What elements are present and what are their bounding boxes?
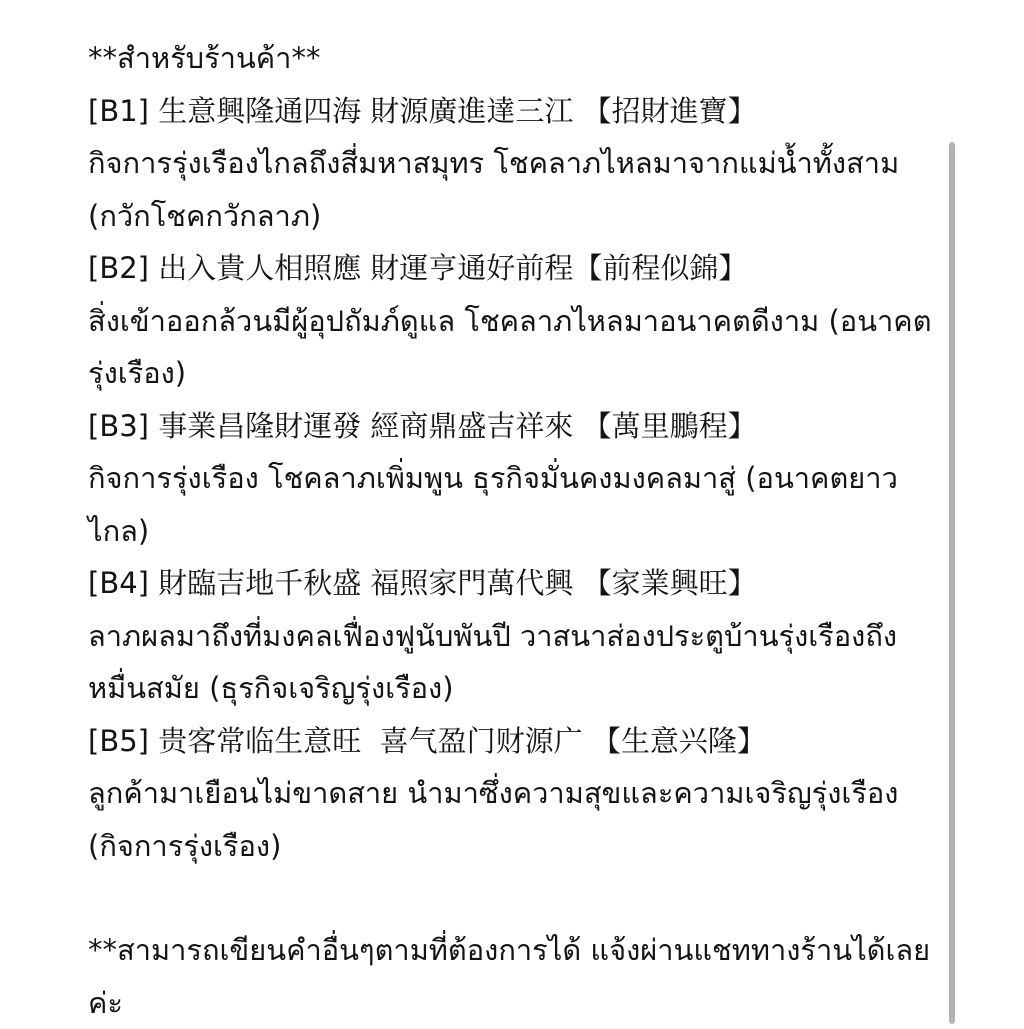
list-item-b4	[88, 557, 938, 715]
item-chinese-text: [B1] 生意興隆通四海 財源廣進達三江 【招財進寶】	[88, 93, 757, 128]
item-chinese-text: [B3] 事業昌隆財運發 經商鼎盛吉祥來 【萬里鵬程】	[88, 408, 757, 443]
item-thai-text: สิ่งเข้าออกล้วนมีผู้อุปถัมภ์ดูแล โชคลาภไหลมาอนาคตดีงาม (อนาคตรุ่งเรือง)	[88, 303, 932, 390]
list-item-b5	[88, 715, 938, 873]
item-thai-text: กิจการรุ่งเรืองไกลถึงสี่มหาสมุทร โชคลาภไหลมาจากแม่น้ำทั้งสาม (กวักโชคกวักลาภ)	[88, 146, 909, 233]
item-thai-text: ลาภผลมาถึงที่มงคลเฟื่องฟูนับพันปี วาสนาส่องประตูบ้านรุ่งเรืองถึงหมื่นสมัย (ธุรกิจเจริญรุ่งเรือง)	[88, 618, 898, 705]
list-item-b3	[88, 400, 938, 558]
footer-note: **สามารถเขียนคำอื่นๆตามที่ต้องการได้ แจ้งผ่านแชททางร้านได้เลยค่ะ	[88, 933, 931, 1020]
item-thai-text: ลูกค้ามาเยือนไม่ขาดสาย นำมาซึ่งความสุขและความเจริญรุ่งเรือง (กิจการรุ่งเรือง)	[88, 776, 908, 863]
item-chinese-text: [B4] 財臨吉地千秋盛 福照家門萬代興 【家業興旺】	[88, 566, 757, 600]
list-item-b2	[88, 242, 938, 400]
item-chinese-text: [B2] 出入貴人相照應 財運亨通好前程【前程似錦】	[88, 251, 748, 285]
list-item-b1	[88, 85, 938, 243]
item-thai-text: กิจการรุ่งเรือง โชคลาภเพิ่มพูน ธุรกิจมั่นคงมงคลมาสู่ (อนาคตยาวไกล)	[88, 461, 898, 548]
item-chinese-text: [B5] 贵客常临生意旺 喜气盈门财源广 【生意兴隆】	[88, 723, 766, 758]
spacer	[88, 872, 938, 924]
document-body	[88, 32, 938, 1029]
section-header: **สำหรับร้านค้า**	[88, 41, 321, 75]
vertical-scrollbar[interactable]	[949, 142, 955, 1024]
